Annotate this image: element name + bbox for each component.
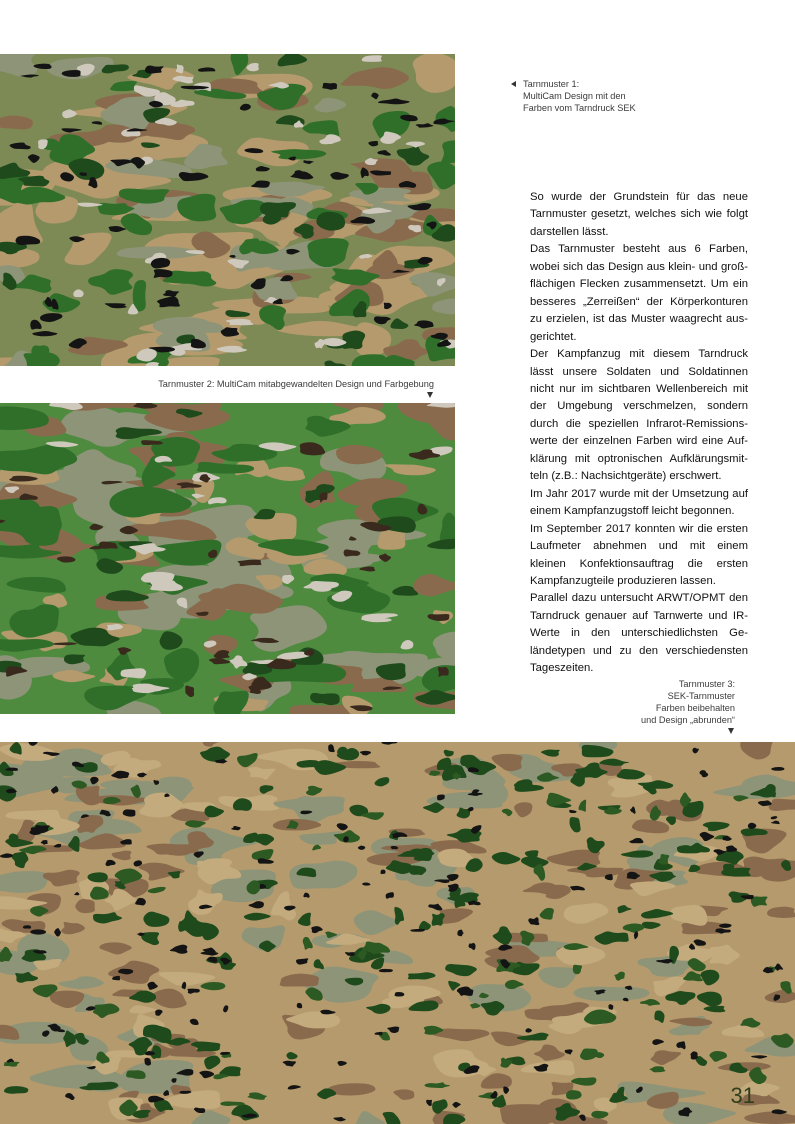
page-number: 31 <box>730 1083 755 1108</box>
caption-3-line-3: Farben beibehalten <box>655 703 735 713</box>
down-pointer-icon <box>728 728 734 734</box>
caption-pattern-3 <box>560 678 735 726</box>
down-pointer-icon <box>427 392 433 398</box>
camo-patch <box>342 331 365 350</box>
camo-2-svg <box>0 403 455 714</box>
caption-1-line-3: Farben vom Tarndruck SEK <box>523 103 636 113</box>
camo-patch <box>31 345 49 364</box>
camo-patch <box>248 685 262 694</box>
camo-patch <box>379 969 393 972</box>
camo-patch <box>159 777 192 795</box>
caption-pattern-2: Tarnmuster 2: MultiCam mitabgewandelten Design und Farbgebung <box>158 379 434 389</box>
paragraph: Parallel dazu untersucht ARWT/OPMT den Tarndruck genauer auf Tarnwerte und IR-Werte in den unterschiedlichsten Geländetypen und zu den verschiedensten Tageszeiten. <box>530 592 748 675</box>
caption-3-line-1: Tarnmuster 3: <box>678 679 735 689</box>
camo-pattern-3-image <box>0 742 795 1124</box>
camo-patch <box>381 870 386 875</box>
camo-patch <box>438 667 449 677</box>
article-body <box>530 189 748 678</box>
camo-patch <box>500 1104 558 1124</box>
paragraph: Das Tarnmuster besteht aus 6 Farben, wobei sich das Design aus klein- und großflächigen Flecken zusammensetzt. Um ein besseres „Zerreißen“ der Körperkonturen zu erzielen, ist das Muster waagrecht ausgerichtet. <box>530 243 748 343</box>
caption-3-line-4: und Design „abrunden“ <box>641 715 735 725</box>
camo-1-svg <box>0 54 455 366</box>
left-pointer-icon <box>511 81 516 87</box>
caption-3-line-2: SEK-Tarnmuster <box>667 691 735 701</box>
caption-1-line-1: Tarnmuster 1: <box>523 79 580 89</box>
caption-pattern-1 <box>523 78 693 114</box>
camo-pattern-2-image <box>0 403 455 714</box>
paragraph: Der Kampfanzug mit diesem Tarndruck lässt unsere Soldaten und Soldatinnen nicht nur im sichtbaren Wellenbereich mit der Umgebung verschmelzen, sondern durch die speziellen Infrarot-Remissionswerte der einzelnen Farben wird eine Aufklärung mit optronischen Aufklärungsmitteln (z.B.: Nachsichtgeräte) erschwert. <box>530 348 748 483</box>
paragraph: Im Jahr 2017 wurde mit der Umsetzung auf einem Kampfanzugstoff leicht begonnen. <box>530 487 748 518</box>
caption-1-line-2: MultiCam Design mit den <box>523 91 626 101</box>
camo-patch <box>769 799 795 811</box>
paragraph: Im September 2017 konnten wir die ersten Laufmeter abnehmen und mit einem kleinen Konfektionsauftrag die ersten Kampfanzugteile produzieren lassen. <box>530 522 748 587</box>
camo-pattern-1-image <box>0 54 455 366</box>
paragraph: So wurde der Grundstein für das neue Tarnmuster gesetzt, welches sich wie folgt darstellen lässt. <box>530 191 748 238</box>
camo-3-svg <box>0 742 795 1124</box>
camo-patch <box>145 65 164 73</box>
camo-patch <box>121 668 147 678</box>
